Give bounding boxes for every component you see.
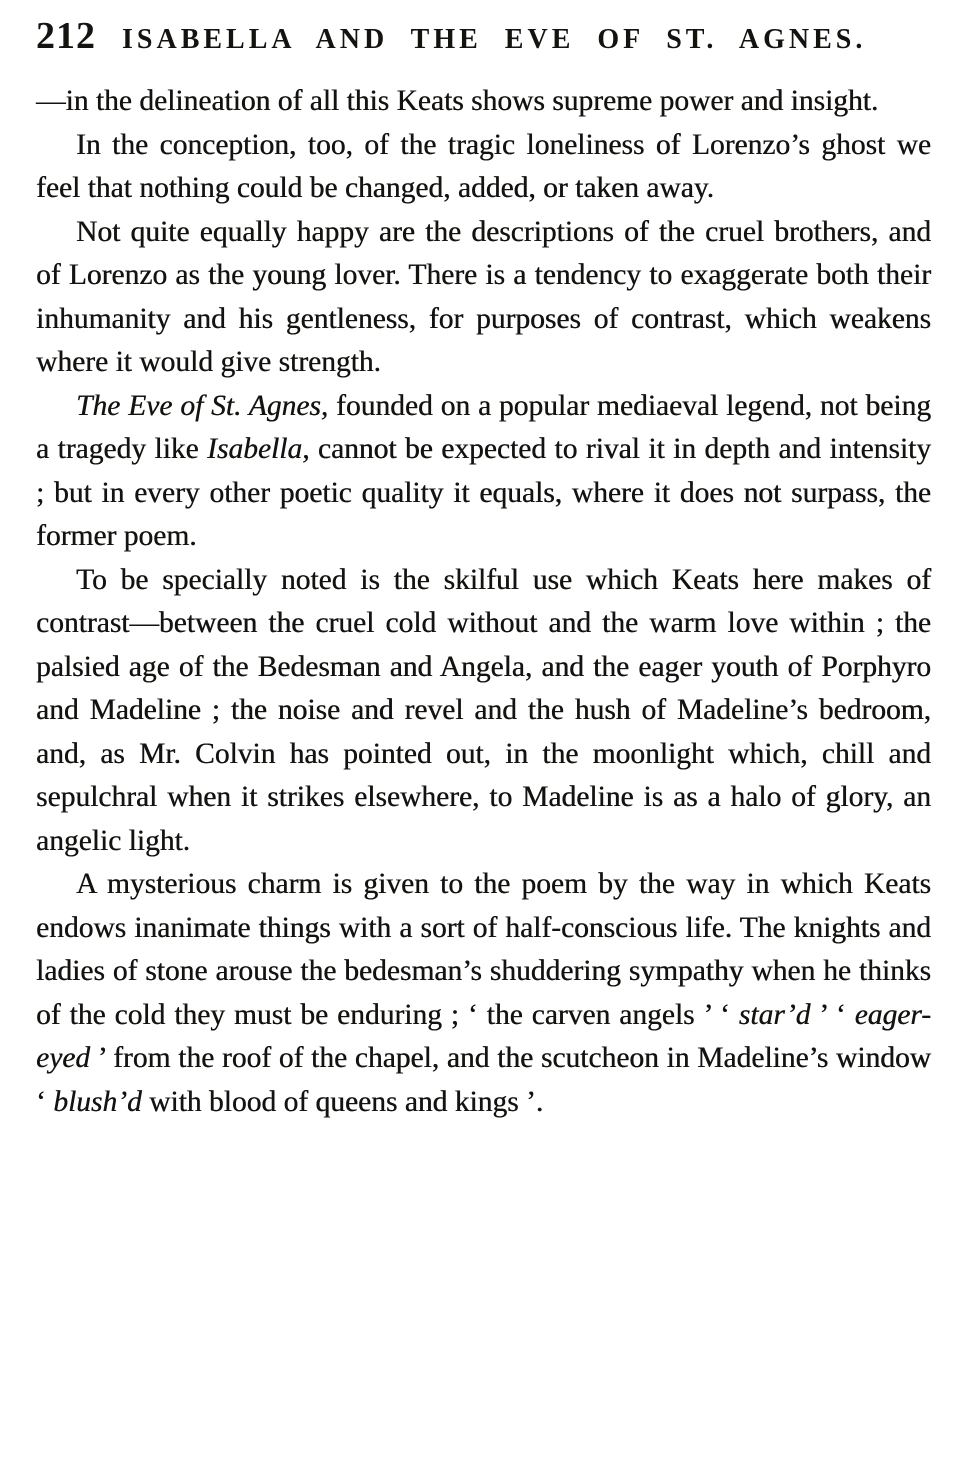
italic-text-run: blush’d (53, 1085, 142, 1118)
text-run: In the conception, too, of the tragic loneliness of Lorenzo’s ghost we feel that nothing could be changed, added, or taken away. (36, 128, 931, 204)
text-run: A mysterious charm is given to the poem by the way in which Keats endows inanimate things with a sort of half-conscious life. The knights and ladies of stone arouse the bedesman’s shuddering sympathy when he thinks of the cold they must be enduring ; ‘ the carven angels ’ ‘ (36, 868, 931, 1031)
page-body (36, 80, 931, 1124)
paragraph (36, 124, 931, 211)
italic-text-run: The Eve of St. Agnes, (76, 389, 329, 422)
italic-text-run: eager-eyed (36, 998, 931, 1074)
italic-text-run: Isabella, (207, 433, 310, 465)
text-run: —in the delineation of all this Keats shows supreme power and insight. (36, 85, 879, 117)
text-run: ’ ‘ (810, 998, 855, 1031)
page-header (36, 14, 931, 58)
paragraph (36, 863, 931, 1124)
paragraph (36, 211, 931, 385)
running-title: ISABELLA AND THE EVE OF ST. AGNES. (122, 24, 867, 55)
text-run: founded on a popular mediaeval legend, not being a tragedy like (36, 389, 931, 465)
italic-text-run: star’d (738, 998, 811, 1031)
page-number: 212 (36, 15, 96, 57)
paragraph (36, 559, 931, 864)
paragraph (36, 80, 931, 124)
text-run: with blood of queens and kings ’. (141, 1085, 544, 1118)
text-run: To be specially noted is the skilful use which Keats here makes of contrast—between the cruel cold without and the warm love within ; the palsied age of the Bedesman and Angela, and the eager youth of Porphyro and Madeline ; the noise and revel and the hush of Madeline’s bedroom, and, as Mr. Colvin has pointed out, in the moonlight which, chill and sepulchral when it strikes elsewhere, to Madeline is as a halo of glory, an angelic light. (36, 563, 931, 857)
text-run: ’ from the roof of the chapel, and the scutcheon in Madeline’s window ‘ (36, 1042, 931, 1118)
text-run: Not quite equally happy are the descriptions of the cruel brothers, and of Lorenzo as the young lover. There is a tendency to exaggerate both their inhumanity and his gentleness, for purposes of contrast, which weakens where it would give strength. (36, 215, 931, 378)
paragraph (36, 385, 931, 559)
text-run: cannot be expected to rival it in depth and intensity ; but in every other poetic quality it equals, where it does not surpass, the former poem. (36, 433, 931, 552)
